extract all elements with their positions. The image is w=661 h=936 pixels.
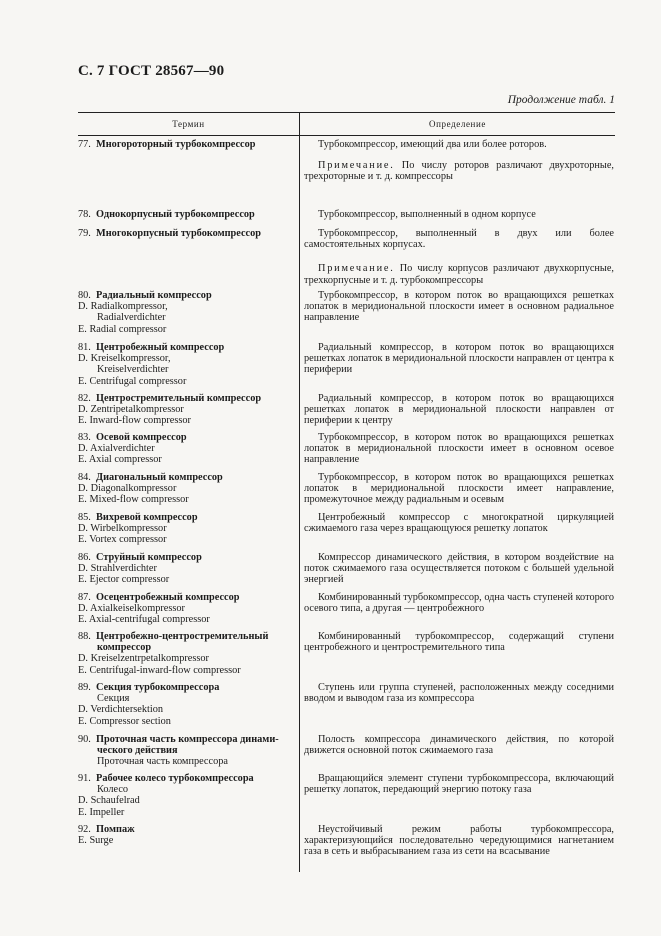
term-title: Проточная часть компрессора динами- <box>96 734 279 745</box>
definition-cell: Турбокомпрессор, в котором поток во вращающихся решетках лопаток в меридиональной плоскости имеет в основном осевое направление <box>304 432 614 466</box>
term-cell: 79. Многокорпусный турбокомпрессор <box>78 228 261 239</box>
column-header-definition: Определение <box>429 119 486 129</box>
term-title: Однокорпусный турбокомпрессор <box>96 209 255 220</box>
definition-cell: Комбинированный турбокомпрессор, содержащий ступени центробежного и центростремительного типа <box>304 631 614 654</box>
term-cell: 92. Помпаж E. Surge <box>78 824 135 847</box>
term-cell: 88. Центробежно-центростремительный компрессор D. Kreiselzentrpetalkompressor E. Centrifugal-inward-flow compressor <box>78 631 269 676</box>
definition-cell: Турбокомпрессор, выполненный в одном корпусе <box>318 209 536 220</box>
definition-cell: Полость компрессора динамического действия, по которой движется основной поток сжимаемого газа <box>304 734 614 757</box>
definition-cell: Турбокомпрессор, выполненный в двух или более самостоятельных корпусах. Примечание. По числу корпусов различают двухкорпусные, трехкорпусные и т. д. турбокомпрессоры <box>304 228 614 286</box>
term-cell: 80. Радиальный компрессор D. Radialkompressor, Radialverdichter E. Radial compressor <box>78 290 212 335</box>
term-cell: 82. Центростремительный компрессор D. Zentripetalkompressor E. Inward-flow compressor <box>78 393 262 427</box>
table-body <box>78 136 615 872</box>
definition-cell: Ступень или группа ступеней, расположенных между соседними вводом и выводом газа из компрессора <box>304 682 614 705</box>
term-cell: 85. Вихревой компрессор D. Wirbelkompressor E. Vortex compressor <box>78 512 198 546</box>
term-title: Струйный компрессор <box>96 552 202 563</box>
term-cell: 81. Центробежный компрессор D. Kreiselkompressor, Kreiselverdichter E. Centrifugal compressor <box>78 342 225 387</box>
term-title: Центробежно-центростремительный <box>96 631 269 642</box>
definition-cell: Турбокомпрессор, имеющий два или более роторов. Примечание. По числу роторов различают двухроторные, трехроторные и т. д. компрессоры <box>304 139 614 183</box>
definition-cell: Компрессор динамического действия, в котором воздействие на поток сжимаемого газа осуществляется потоком с большей удельной энергией <box>304 552 614 586</box>
definition-cell: Неустойчивый режим работы турбокомпрессора, характеризующийся последовательно чередующимися нагнетанием газа в сеть и выбрасыванием газа из сети на всасывание <box>304 824 614 858</box>
definition-cell: Радиальный компрессор, в котором поток во вращающихся решетках лопаток в меридиональной плоскости направлен от периферии к центру <box>304 393 614 427</box>
term-title: Центростремительный компрессор <box>96 393 262 404</box>
term-cell: 84. Диагональный компрессор D. Diagonalkompressor E. Mixed-flow compressor <box>78 472 223 506</box>
definition-cell: Центробежный компрессор с многократной циркуляцией сжимаемого газа через вращающуюся решетку лопаток <box>304 512 614 535</box>
term-cell: 89. Секция турбокомпрессора Секция D. Verdichtersektion E. Compressor section <box>78 682 220 727</box>
term-cell: 83. Осевой компрессор D. Axialverdichter E. Axial compressor <box>78 432 187 466</box>
definition-cell: Комбинированный турбокомпрессор, одна часть ступеней которого осевого типа, а другая — центробежного <box>304 592 614 615</box>
column-header-term: Термин <box>78 113 300 135</box>
term-cell: 78. Однокорпусный турбокомпрессор <box>78 209 255 220</box>
definition-cell: Турбокомпрессор, в котором поток во вращающихся решетках лопаток в меридиональной плоскости имеет в основном радиальное направление <box>304 290 614 324</box>
table-continuation-label: Продолжение табл. 1 <box>507 94 615 106</box>
table-header <box>78 112 615 136</box>
term-cell: 90. Проточная часть компрессора динами- ческого действия Проточная часть компрессора <box>78 734 279 768</box>
term-title: Центробежный компрессор <box>96 342 225 353</box>
term-title: Секция турбокомпрессора <box>96 682 220 693</box>
term-title: Радиальный компрессор <box>96 290 212 301</box>
term-cell: 86. Струйный компрессор D. Strahlverdichter E. Ejector compressor <box>78 552 202 586</box>
term-title: Вихревой компрессор <box>96 512 198 523</box>
note-label: Примечание. <box>318 263 395 275</box>
term-title: Осевой компрессор <box>96 432 187 443</box>
term-cell: 87. Осецентробежный компрессор D. Axialkeiselkompressor E. Axial-centrifugal compressor <box>78 592 240 626</box>
definition-cell: Вращающийся элемент ступени турбокомпрессора, включающий решетку лопаток, передающий энергию потоку газа <box>304 773 614 796</box>
definition-cell: Радиальный компрессор, в котором поток во вращающихся решетках лопаток в меридиональной плоскости направлен от центра к периферии <box>304 342 614 376</box>
definition-cell: Турбокомпрессор, в котором поток во вращающихся решетках лопаток в меридиональной плоскости имеет направление, промежуточное между радиальным и осевым <box>304 472 614 506</box>
term-cell: 77. Многороторный турбокомпрессор <box>78 139 256 150</box>
term-cell: 91. Рабочее колесо турбокомпрессора Колесо D. Schaufelrad E. Impeller <box>78 773 254 818</box>
page-title: С. 7 ГОСТ 28567—90 <box>78 63 225 79</box>
note-label: Примечание. <box>318 160 395 172</box>
terms-table <box>78 112 615 872</box>
term-title: Рабочее колесо турбокомпрессора <box>96 773 254 784</box>
term-title: Диагональный компрессор <box>96 472 223 483</box>
term-title: Многороторный турбокомпрессор <box>96 139 256 150</box>
term-title: Помпаж <box>96 824 135 835</box>
term-title: Осецентробежный компрессор <box>96 592 240 603</box>
term-title: Многокорпусный турбокомпрессор <box>96 228 261 239</box>
